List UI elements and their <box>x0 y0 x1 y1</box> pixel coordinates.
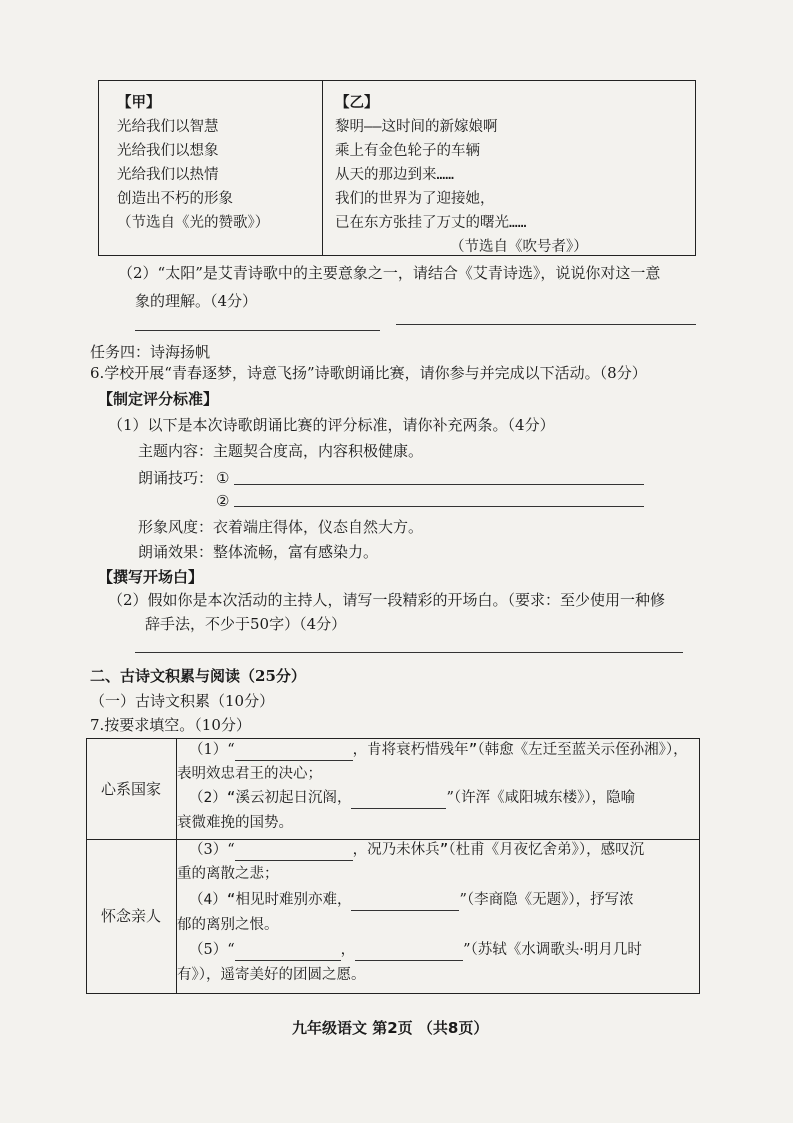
poem-line: 创造出不朽的形象 <box>117 191 233 207</box>
table-row: 重的离散之悲； <box>177 866 279 882</box>
answer-line-2[interactable] <box>234 506 644 507</box>
criterion-content: 主题内容：主题契合度高，内容积极健康。 <box>138 442 424 460</box>
poem-line: 从天的那边到来…… <box>335 167 454 183</box>
table-row: （1）“ ，肯将衰朽惜残年”（韩愈《左迁至蓝关示侄孙湘》）， <box>189 739 688 761</box>
fill-blank[interactable] <box>355 944 463 961</box>
criterion-technique-label: 朗诵技巧： <box>138 469 214 487</box>
poem-line: 光给我们以智慧 <box>117 119 219 135</box>
part2-sub1: （一）古诗文积累（10分） <box>90 692 275 710</box>
answer-line[interactable] <box>135 652 683 653</box>
q5-2-line1: （2）“太阳”是艾青诗歌中的主要意象之一，请结合《艾青诗选》，说说你对这一意 <box>118 264 661 282</box>
fill-blank[interactable] <box>235 844 353 861</box>
answer-line[interactable] <box>396 324 696 325</box>
poem-yi <box>335 91 588 259</box>
table-row: （5）“ ， ”（苏轼《水调歌头·明月几时 <box>189 939 642 961</box>
blank-marker-2: ② <box>216 492 230 510</box>
poem-line: 光给我们以想象 <box>117 143 219 159</box>
poem-yi-label: 【乙】 <box>335 95 379 111</box>
q6-text: 6.学校开展“青春逐梦，诗意飞扬”诗歌朗诵比赛，请你参与并完成以下活动。（8分） <box>90 364 647 382</box>
page-footer: 九年级语文 第2页 （共8页） <box>292 1019 489 1037</box>
fill-blank[interactable] <box>235 744 353 761</box>
poem-divider <box>322 81 323 255</box>
table-row: 有》），遥寄美好的团圆之愿。 <box>177 967 366 983</box>
poem-jia-label: 【甲】 <box>117 95 161 111</box>
fill-blank[interactable] <box>351 894 459 911</box>
q6-2-line2: 辞手法，不少于50字）（4分） <box>145 615 347 633</box>
fill-blank[interactable] <box>351 792 446 809</box>
table-row: （3）“ ，况乃未休兵”（杜甫《月夜忆舍弟》），感叹沉 <box>189 839 644 861</box>
poem-source: （节选自《吹号者》） <box>450 239 588 255</box>
section-scoring: 【制定评分标准】 <box>98 390 219 408</box>
q6-2-line1: （2）假如你是本次活动的主持人，请写一段精彩的开场白。（要求：至少使用一种修 <box>108 591 666 609</box>
part2-title: 二、古诗文积累与阅读（25分） <box>90 667 306 685</box>
table-row: （4）“相见时难别亦难， ”（李商隐《无题》），抒写浓 <box>189 889 634 911</box>
fill-in-table <box>86 738 700 994</box>
poem-source: （节选自《光的赞歌》） <box>117 215 270 231</box>
poem-line: 黎明——这时间的新嫁娘啊 <box>335 119 498 135</box>
table-row: （2）“溪云初起日沉阁， ”（许浑《咸阳城东楼》），隐喻 <box>189 787 635 809</box>
answer-line[interactable] <box>135 330 380 331</box>
criterion-effect: 朗诵效果：整体流畅，富有感染力。 <box>138 543 379 561</box>
poem-line: 光给我们以热情 <box>117 167 219 183</box>
answer-line-1[interactable] <box>234 484 644 485</box>
category-country: 心系国家 <box>101 780 162 798</box>
poem-line: 已在东方张挂了万丈的曙光…… <box>335 215 527 231</box>
q6-1-text: （1）以下是本次诗歌朗诵比赛的评分标准，请你补充两条。（4分） <box>108 416 555 434</box>
poem-line: 我们的世界为了迎接她， <box>335 191 495 207</box>
poem-line: 乘上有金色轮子的车辆 <box>335 143 480 159</box>
blank-marker-1: ① <box>216 469 230 487</box>
q5-2-line2: 象的理解。（4分） <box>135 292 258 310</box>
poem-box <box>98 80 696 256</box>
table-row: 衰微难挽的国势。 <box>177 815 293 831</box>
section-opening: 【撰写开场白】 <box>98 568 204 586</box>
criterion-manner: 形象风度：衣着端庄得体，仪态自然大方。 <box>138 518 424 536</box>
category-family: 怀念亲人 <box>101 907 162 925</box>
fill-blank[interactable] <box>235 944 341 961</box>
table-row: 郁的离别之恨。 <box>177 917 279 933</box>
task4-title: 任务四：诗海扬帆 <box>90 343 211 361</box>
table-row: 表明效忠君王的决心； <box>177 766 322 782</box>
q7-text: 7.按要求填空。（10分） <box>90 716 251 734</box>
poem-jia <box>117 91 269 235</box>
